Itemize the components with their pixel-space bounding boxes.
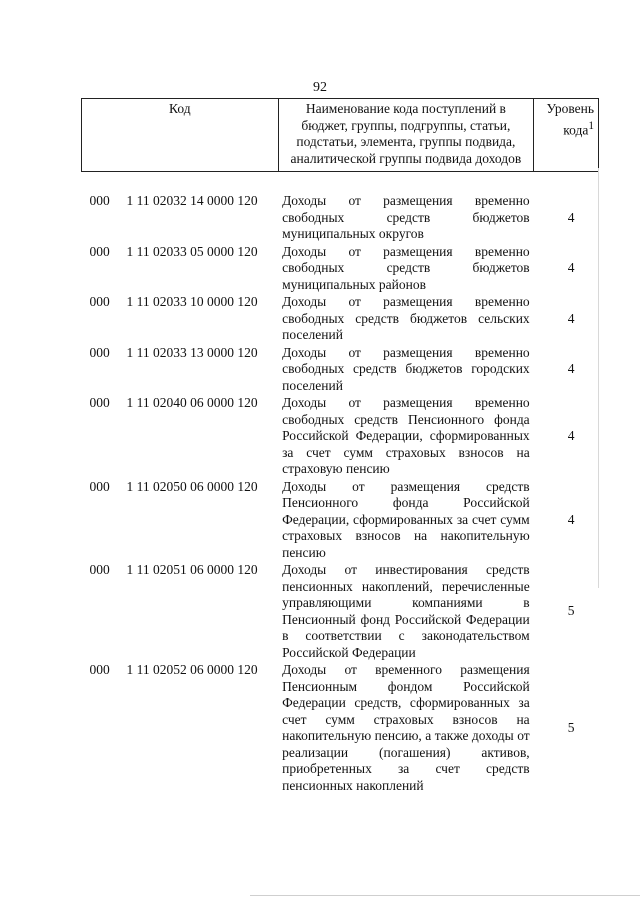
level-cell: 4 [567,511,575,527]
header-level [534,99,599,172]
table-row [82,662,599,795]
table-row [82,562,599,662]
name-cell: Доходы от размещения временно свободных средств бюджетов сельских поселений [282,294,530,342]
scan-edge-line [598,168,599,588]
budget-code: 1 11 02051 06 0000 120 [126,562,258,577]
level-cell: 4 [567,310,575,326]
table-row [82,193,599,244]
code-cell [82,193,279,244]
code-cell [82,479,279,563]
name-cell: Доходы от размещения средств Пенсионного фонда Российской Федерации, сформированных за счет сумм страховых взносов на накопительную пенсию [282,478,530,560]
name-cell: Доходы от временного размещения Пенсионным фондом Российской Федерации средств, сформированных за счет сумм страховых взносов на накопительную пенсию, а также доходы от реализации (погашения) активов, приобретенных за счет средств пенсионных накоплений [282,662,530,793]
admin-code: 000 [89,662,110,677]
level-cell: 5 [567,719,575,735]
table-row [82,244,599,295]
table-row [82,395,599,479]
level-cell: 4 [567,260,575,275]
header-row [82,99,599,172]
table-row [82,345,599,396]
code-cell [82,562,279,662]
budget-code: 1 11 02040 06 0000 120 [126,395,258,410]
header-name: Наименование кода поступлений в бюджет, группы, подгруппы, статьи, подстатьи, элемента, группы подвида, аналитической группы подвида доходов [278,99,534,172]
table-row [82,294,599,345]
header-level-footnote: 1 [588,119,594,132]
level-cell: 4 [567,428,575,443]
admin-code: 000 [89,193,110,208]
code-cell [82,345,279,396]
code-cell [82,244,279,295]
code-cell [82,395,279,479]
level-cell: 4 [567,361,575,376]
budget-code: 1 11 02052 06 0000 120 [126,662,258,677]
header-level-label: Уровень кода [546,101,594,137]
admin-code: 000 [89,294,110,309]
page-number: 92 [313,80,327,95]
name-cell: Доходы от инвестирования средств пенсионных накоплений, перечисленные управляющими компаниями в Пенсионный фонд Российской Федерации в соответствии с законодательством Российской Федерации [282,562,530,660]
scan-bottom-edge [250,895,640,896]
admin-code: 000 [89,478,110,494]
name-cell: Доходы от размещения временно свободных средств бюджетов муниципальных районов [282,243,530,292]
budget-code: 1 11 02033 13 0000 120 [126,344,258,360]
admin-code: 000 [89,395,110,410]
admin-code: 000 [89,243,110,259]
table-body [82,172,599,796]
name-cell: Доходы от размещения временно свободных средств бюджетов муниципальных округов [282,193,530,241]
code-cell [82,662,279,795]
budget-codes-table [81,98,599,795]
admin-code: 000 [89,344,110,360]
budget-code: 1 11 02033 10 0000 120 [126,294,258,309]
table-row [82,479,599,563]
name-cell: Доходы от размещения временно свободных средств Пенсионного фонда Российской Федерации, сформированных за счет сумм страховых взносов на страховую пенсию [282,395,530,476]
budget-code: 1 11 02032 14 0000 120 [126,193,258,208]
level-cell: 5 [567,603,575,619]
budget-code: 1 11 02050 06 0000 120 [126,478,258,494]
admin-code: 000 [89,562,110,577]
name-cell: Доходы от размещения временно свободных средств бюджетов городских поселений [282,344,530,393]
table-header [82,99,599,172]
budget-code: 1 11 02033 05 0000 120 [126,243,258,259]
code-cell [82,294,279,345]
spacer-row [82,172,599,194]
header-code: Код [82,99,279,172]
level-cell: 4 [567,209,575,225]
